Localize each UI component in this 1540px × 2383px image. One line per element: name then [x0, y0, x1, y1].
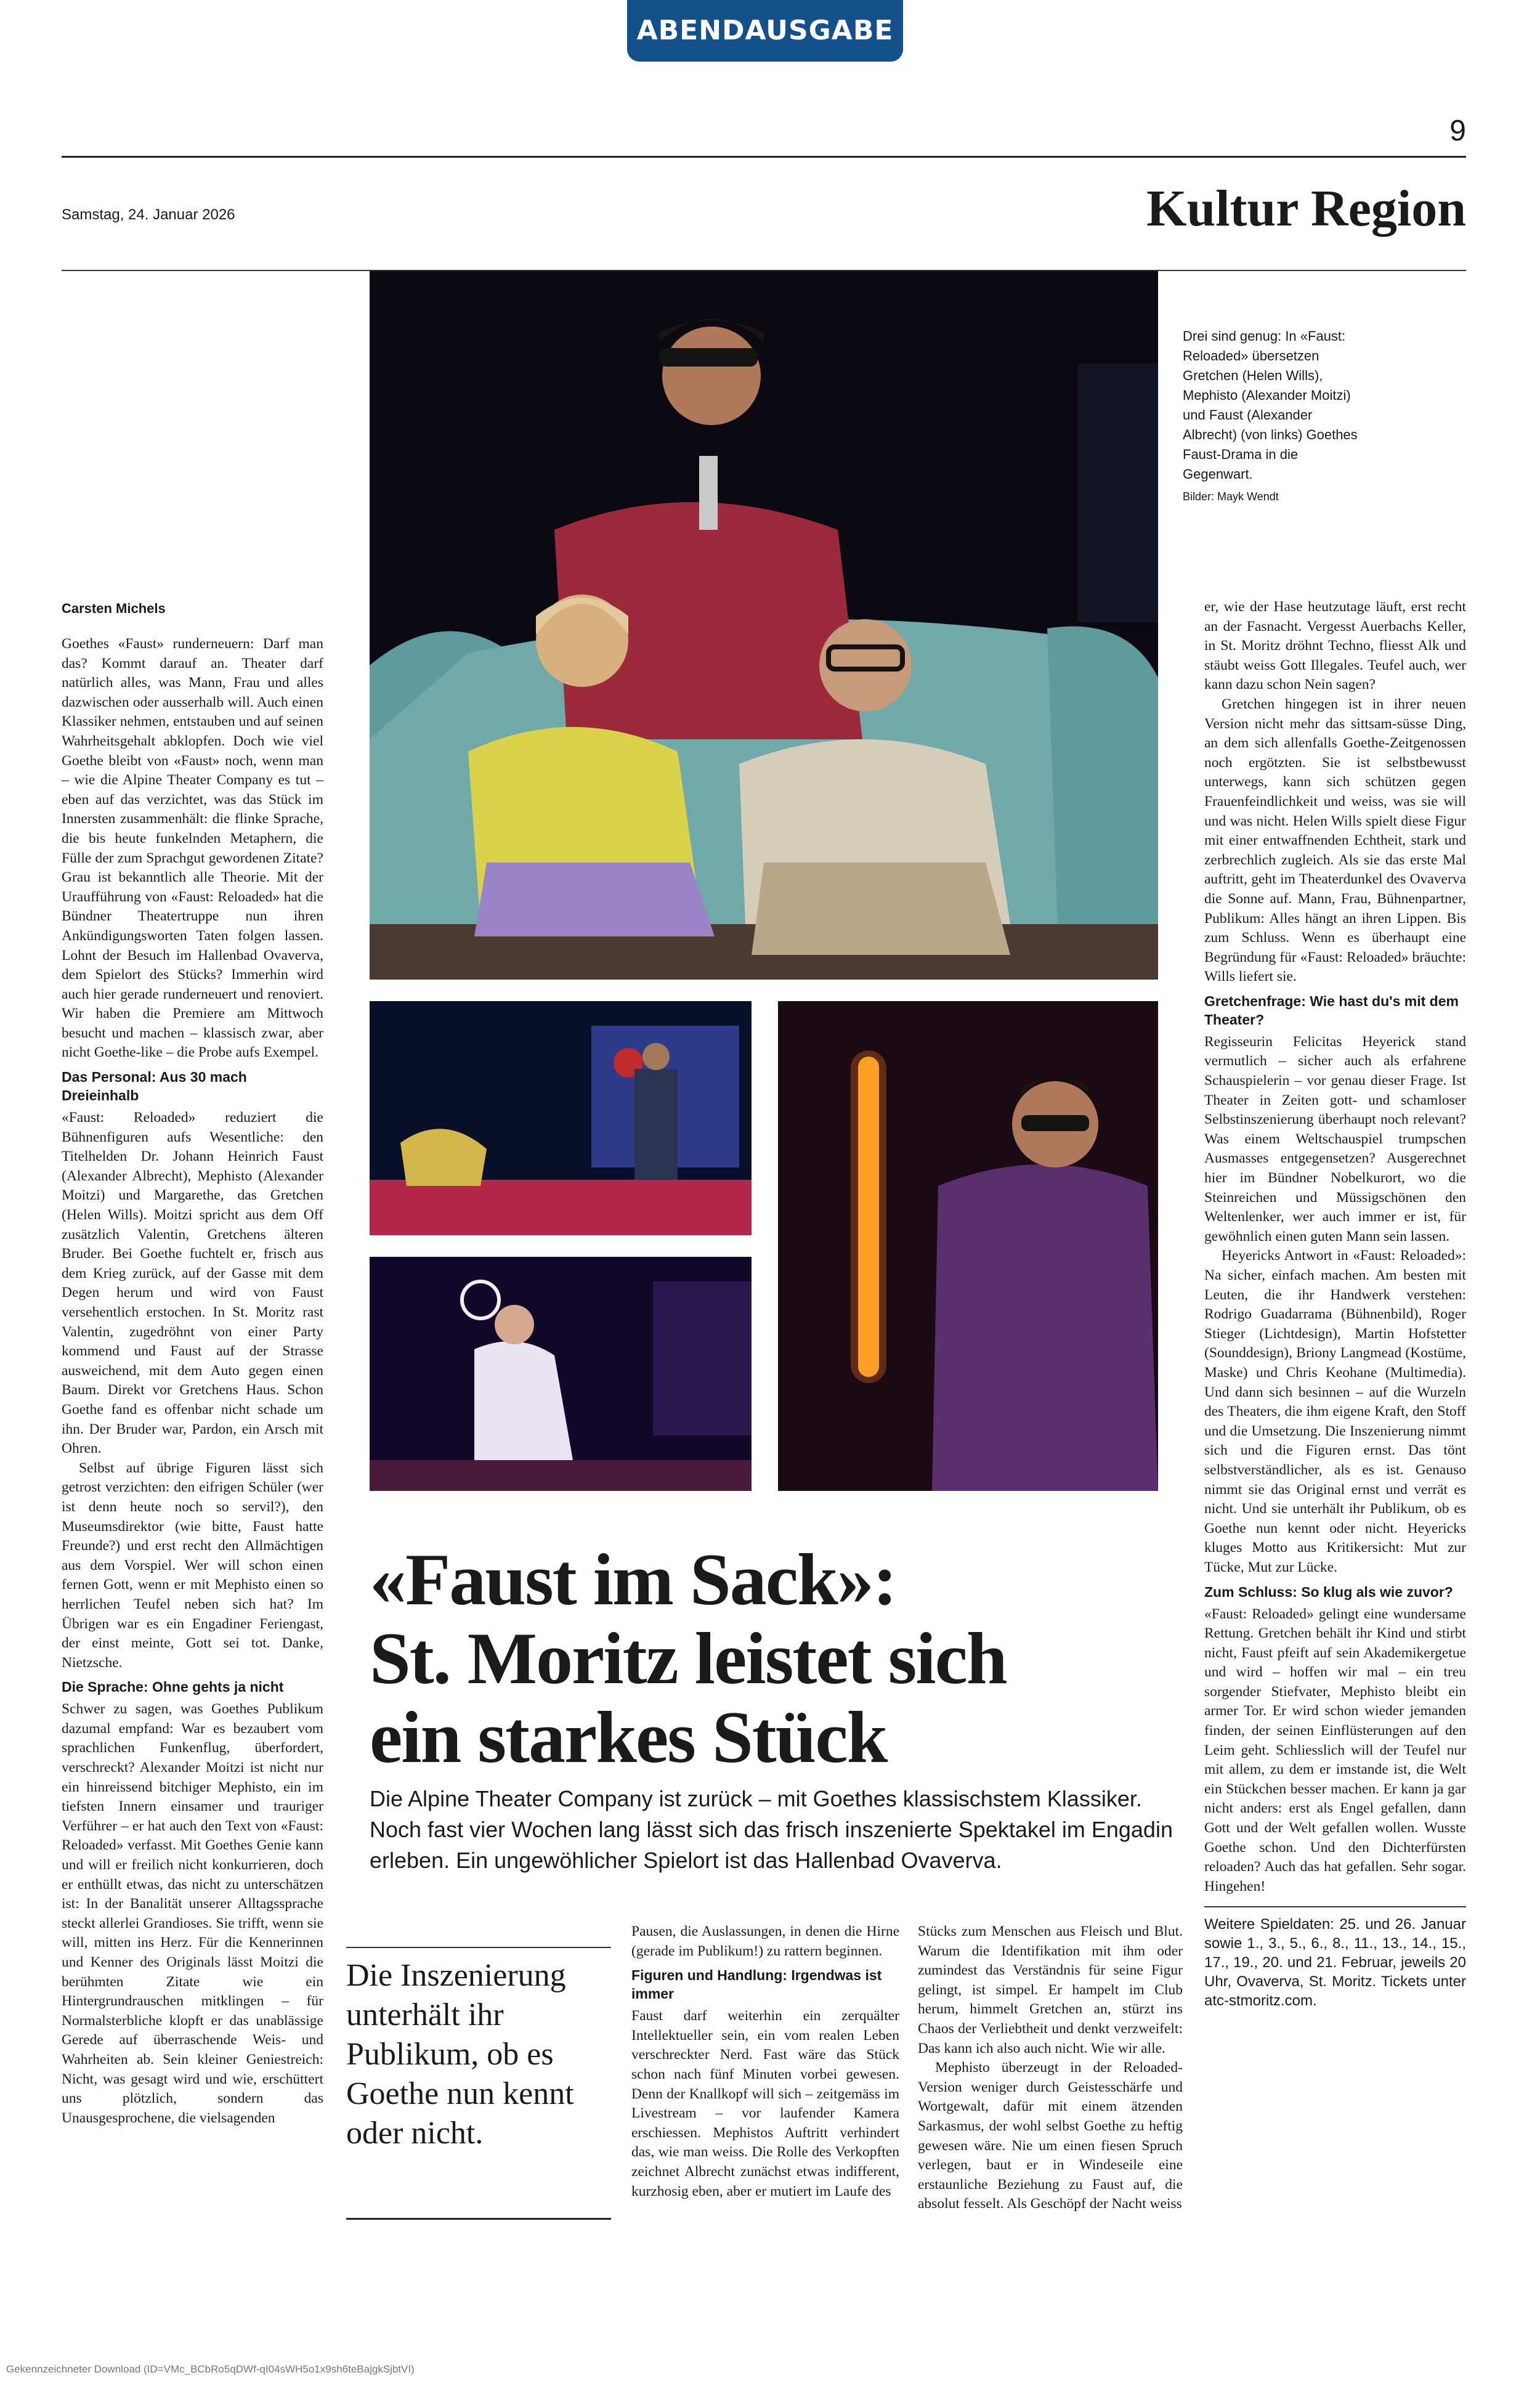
col5-paragraph-1: er, wie der Hase heutzutage läuft, erst recht an der Fasnacht. Vergesst Auerbachs Keller, in St. Moritz dröhnt Techno, fliesst Alk und stäubt weiss Gott Illegales. Teufel auch, wer kann dazu schon Nein sagen?	[1204, 599, 1466, 693]
col5-subhead-1: Gretchenfrage: Wie hast du's mit dem Theater?	[1204, 993, 1459, 1028]
col1-paragraph-4: Schwer zu sagen, was Goethes Publikum dazumal empfand: War es bezaubert vom sprachlichen Funkenflug, überfordert, verschreckt? Alexander Moitzi ist nicht nur ein hinreissend bitchiger Mephisto, ein im tiefsten Innern einsamer und trauriger Verführer – er hat auch den Text von «Faust: Reloaded» verfasst. Mit Goethes Genie kann und will er freilich nicht konkurrieren, doch er enthüllt etwas, das nicht zu unterschätzen ist: In der Banalität unserer Alltagssprache steckt allerlei Grandioses. Sie trifft, wenn sie will, mitten ins Herz. Für die Kennerinnen und Kenner des Originals lässt Moitzi die berühmten Zitate wie ein Hintergrundrauschen mitklingen – für Normalsterbliche klopft er das unablässige Gerede auf überraschende Weis- und Wahrheiten ab. Sein kleiner Geniestreich: Nicht, was gesagt wird und wie, erschüttert uns plötzlich, sondern das Unausgesprochene, die vielsagenden	[62, 1701, 323, 2126]
headline-line-1: «Faust im Sack»:	[370, 1538, 896, 1620]
photo-caption	[1183, 327, 1368, 506]
caption-text: Drei sind genug: In «Faust: Reloaded» übersetzen Gretchen (Helen Wills), Mephisto (Alexander Moitzi) und Faust (Alexander Albrecht) (von links) Goethes Faust-Drama in die Gegenwart.	[1183, 328, 1358, 482]
col5-paragraph-5: «Faust: Reloaded» gelingt eine wundersame Rettung. Gretchen behält ihr Kind und stirbt nicht, Faust pfeift auf sein Akademikergetue und wird – hoffen wir mal – ein treu sorgender Stiefvater, Mephisto bleibt ein armer Tor. Er wird schon wieder jemanden finden, der seinen Einflüsterungen auf den Leim geht. Schliesslich will der Teufel nur mit allem, zu dem er imstande ist, die Welt ein Stückchen besser machen. Er kann ja gar nicht anders: erst als Engel gefallen, dann Gott und der Welt gefallen wollen. Wusste Goethe schon. Und den Dichterfürsten reloaden? Auch das hat gefallen. Sehr sogar. Hingehen!	[1204, 1606, 1466, 1894]
col1-subhead-1: Das Personal: Aus 30 mach Dreieinhalb	[62, 1069, 247, 1104]
col1-subhead-2: Die Sprache: Ohne gehts ja nicht	[62, 1679, 284, 1695]
col4-paragraph-1: Stücks zum Menschen aus Fleisch und Blut. Warum die Identifikation mit ihm oder zumindest das Verständnis für seine Figur gelingt, ist simpel. Er hampelt im Club herum, himmelt Gretchen an, stürzt ins Chaos der Verliebtheit und denkt verzweifelt: Das kann ich also auch nicht. Wie wir alle.	[918, 1923, 1183, 2056]
column-4	[918, 1922, 1183, 2214]
headline-line-2: St. Moritz leistet sich	[370, 1617, 1007, 1699]
download-watermark: Gekennzeichneter Download (ID=VMc_BCbRo5qDWf-qI04sWH5o1x9sh6teBajgkSjbtVI)	[6, 2363, 415, 2375]
col4-paragraph-2: Mephisto überzeugt in der Reloaded-Version weniger durch Geistesschärfe und Wortgewalt, dafür mit einem ätzenden Sarkasmus, der wohl selbst Goethe zu heftig gewesen wäre. Nie um einen fiesen Spruch verlegen, baut er in Windeseile eine erstaunliche Beziehung zu Faust auf, die absolut fesselt. Als Geschöpf der Nacht weiss	[918, 2060, 1183, 2212]
main-photo	[370, 271, 1158, 980]
pull-quote-bottom-rule	[346, 2218, 611, 2220]
col5-subhead-2: Zum Schluss: So klug als wie zuvor?	[1204, 1583, 1453, 1600]
top-rule	[62, 156, 1466, 158]
col5-paragraph-2: Gretchen hingegen ist in ihrer neuen Version nicht mehr das sittsam-süsse Ding, an dem sich allenfalls Goethe-Zeitgenossen noch ergötzten. Sie ist selbstbewusst unterwegs, kann sich schützen gegen Frauenfeindlichkeit und weiss, was sie will und was nicht. Helen Wills spielt diese Figur mit einer entwaffnenden Echtheit, stark und zerbrechlich zugleich. Als sie das erste Mal auftritt, geht im Theaterdunkel des Ovaverva die Sonne auf. Mann, Frau, Bühnenpartner, Publikum: Alles hängt an ihren Lippen. Bis zum Schluss. Wenn es überhaupt eine Begründung für «Faust: Reloaded» bräuchte: Wills liefert sie.	[1204, 696, 1466, 985]
stage-photo-1	[370, 1001, 752, 1235]
stage-photo-3	[778, 1001, 1158, 1491]
photo-credit: Bilder: Mayk Wendt	[1183, 490, 1279, 503]
edition-badge: ABENDAUSGABE	[627, 0, 903, 62]
column-3	[631, 1922, 899, 2201]
section-title: Kultur Region	[1146, 180, 1466, 237]
column-5	[1204, 598, 1466, 2010]
col5-paragraph-4: Heyericks Antwort in «Faust: Reloaded»: Na sicher, einfach machen. Am besten mit Leuten, die ihr Handwerk verstehen: Rodrigo Guadarrama (Bühnenbild), Roger Stieger (Lichtdesign), Martin Hofstetter (Sounddesign), Briony Langmead (Kostüme, Maske) und Chris Keohane (Multimedia). Und dann sich besinnen – auf die Wurzeln des Theaters, die ihm eigene Kraft, den Stoff und die Umsetzung. Die Inszenierung nimmt sich und die Figuren ernst. Das tönt selbstverständlicher, als es ist. Genauso nimmt sie das Original ernst und verrät es nicht. Und sie unterhält ihr Publikum, ob es Goethe nun kennt oder nicht. Heyericks kluges Motto aus Kritikersicht: Mut zur Tücke, Mut zur Lücke.	[1204, 1248, 1466, 1575]
col5-paragraph-3: Regisseurin Felicitas Heyerick stand vermutlich – sicher auch als erfahrene Schauspielerin – vor genau dieser Frage. Ist Theater in Zeiten gott- und schamloser Selbstinszenierung überhaupt noch relevant? Was einem Weltschauspiel trumpschen Ausmasses entgegensetzen? Ausgerechnet hier im Bündner Nobelkurort, wo die Steinreichen und Müssigschönen den Weltenlenker, wer auch immer er ist, für gewöhnlich einen guten Mann sein lassen.	[1204, 1033, 1466, 1244]
col3-paragraph-2: Faust darf weiterhin ein zerquälter Intellektueller sein, ein vom realen Leben verschreckter Nerd. Fast wäre das Stück schon nach fünf Minuten vorbei gewesen. Denn der Knallkopf will sich – zeitgemäss im Livestream – vor laufender Kamera erschiessen. Mephistos Auftritt verhindert das, wie man weiss. Die Rolle des Verkopften zeichnet Albrecht zunächst etwas indifferent, kurzhosig eben, aber er mutiert im Laufe des	[631, 2008, 899, 2199]
article-headline	[370, 1540, 1201, 1777]
col1-paragraph-1: Goethes «Faust» runderneuern: Darf man das? Kommt darauf an. Theater darf natürlich alles, was Mann, Frau und alles dazwischen oder ausserhalb will. Auch einen Klassiker nehmen, entstauben und auf seinen Wahrheitsgehalt abklopfen. Doch wie viel Goethe bleibt von «Faust» noch, wenn man – wie die Alpine Theater Company es tut – eben auf das verzichtet, was das Stück im Innersten zusammenhält: die flinke Sprache, die bis heute funkelnden Metaphern, die Fülle der zum Sprachgut gewordenen Zitate? Grau ist bekanntlich alle Theorie. Mit der Uraufführung von «Faust: Reloaded» hat die Bündner Theatertruppe nun ihren Ankündigungsworten Taten folgen lassen. Lohnt der Besuch im Hallenbad Ovaverva, dem Spielort des Stücks? Immerhin wird auch hier gerade runderneuert und renoviert. Wir haben die Premiere am Mittwoch besucht und machen – klassisch zwar, aber nicht Goethe-like – die Probe aufs Exempel.	[62, 636, 323, 1061]
info-rule	[1204, 1906, 1466, 1907]
author-name: Carsten Michels	[62, 601, 166, 616]
article-lead: Die Alpine Theater Company ist zurück – mit Goethes klassischstem Klassiker. Noch fast vier Wochen lang lässt sich das frisch inszenierte Spektakel im Engadin erleben. Ein ungewöhlicher Spielort ist das Hallenbad Ovaverva.	[370, 1786, 1173, 1873]
issue-date: Samstag, 24. Januar 2026	[62, 206, 235, 223]
pull-quote-top-rule	[346, 1947, 611, 1948]
col1-paragraph-2: «Faust: Reloaded» reduziert die Bühnenfiguren aufs Wesentliche: den Titelhelden Dr. Johann Heinrich Faust (Alexander Albrecht), Mephisto (Alexander Moitzi) und Margarethe, das Gretchen (Helen Wills). Moitzi spricht aus dem Off zusätzlich Valentin, Gretchens älteren Bruder. Bei Goethe fuchtelt er, frisch aus dem Krieg zurück, auf der Gasse mit dem Degen herum und wird von Faust versehentlich erstochen. In St. Moritz rast Valentin, zugedröhnt von einer Party kommend und Faust auf der Strasse ausweichend, mit dem Auto gegen einen Baum. Direkt vor Gretchens Haus. Schon Goethe fand es offenbar nicht schade um ihn. Der Bruder war, Pardon, ein Arsch mit Ohren.	[62, 1110, 323, 1457]
col1-paragraph-3: Selbst auf übrige Figuren lässt sich getrost verzichten: den eifrigen Schüler (wer ist denn heute noch so servil?), den Museumsdirektor (wie bitte, Faust hatte Freunde?) und erst recht den Allmächtigen aus dem Vorspiel. Wer will schon einen fernen Gott, wenn er mit Mephisto einen so herrlichen Teufel neben sich hat? Im Übrigen war es ein Engadiner Feriengast, der einst meinte, Gott sei tot. Danke, Nietzsche.	[62, 1459, 323, 1671]
headline-line-3: ein starkes Stück	[370, 1696, 887, 1778]
pull-quote: Die Inszenierung unterhält ihr Publikum, ob es Goethe nun kennt oder nicht.	[346, 1958, 574, 2151]
performance-dates: Weitere Spieldaten: 25. und 26. Januar sowie 1., 3., 5., 6., 8., 11., 13., 14., 15., 17., 19., 20. und 21. Februar, jeweils 20 Uhr, Ovaverva, St. Moritz. Tickets unter atc-stmoritz.com.	[1204, 1916, 1466, 2010]
stage-photo-2	[370, 1257, 752, 1491]
col3-paragraph-1: Pausen, die Auslassungen, in denen die Hirne (gerade im Publikum!) zu rattern beginnen.	[631, 1923, 899, 1959]
col3-subhead-1: Figuren und Handlung: Irgendwas ist immer	[631, 1967, 882, 2002]
column-1	[62, 635, 323, 2128]
page-number: 9	[1449, 115, 1466, 147]
